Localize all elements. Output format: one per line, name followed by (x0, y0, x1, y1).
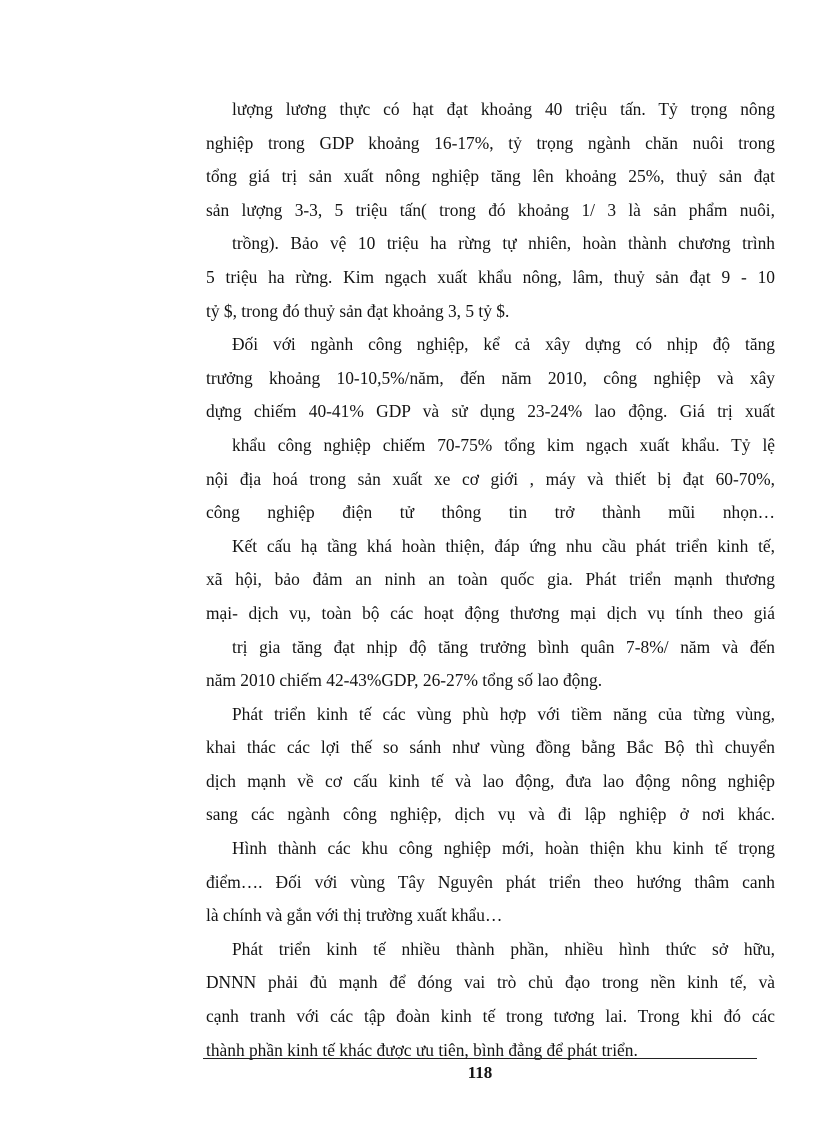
text-line: dịch mạnh về cơ cấu kinh tế và lao động, đưa lao động nông nghiệp (206, 770, 775, 791)
text-line: 5 triệu ha rừng. Kim ngạch xuất khẩu nông, lâm, thuỷ sản đạt 9 - 10 (206, 266, 775, 287)
text-line: trị gia tăng đạt nhịp độ tăng trưởng bình quân 7-8%/ năm và đến (232, 636, 775, 657)
text-line: tổng giá trị sản xuất nông nghiệp tăng lên khoảng 25%, thuỷ sản đạt (206, 166, 775, 187)
text-line: trưởng khoảng 10-10,5%/năm, đến năm 2010, công nghiệp và xây (206, 367, 775, 388)
text-line: thành phần kinh tế khác được ưu tiên, bình đẳng để phát triển. (206, 1039, 638, 1060)
text-line: khai thác các lợi thế so sánh như vùng đồng bằng Bắc Bộ thì chuyển (206, 737, 775, 758)
text-line: năm 2010 chiếm 42-43%GDP, 26-27% tổng số lao động. (206, 670, 603, 691)
text-line: công nghiệp điện tử thông tin trở thành mũi nhọn… (206, 502, 775, 523)
text-line: điểm…. Đối với vùng Tây Nguyên phát triển theo hướng thâm canh (206, 871, 775, 892)
text-line: nghiệp trong GDP khoảng 16-17%, tỷ trọng ngành chăn nuôi trong (206, 132, 775, 153)
text-line: DNNN phải đủ mạnh để đóng vai trò chủ đạo trong nền kinh tế, và (206, 972, 775, 993)
text-line: trồng). Bảo vệ 10 triệu ha rừng tự nhiên, hoàn thành chương trình (232, 233, 775, 254)
text-line: lượng lương thực có hạt đạt khoảng 40 triệu tấn. Tỷ trọng nông (232, 99, 775, 119)
text-line: Đối với ngành công nghiệp, kể cả xây dựng có nhịp độ tăng (232, 334, 775, 355)
text-line: sang các ngành công nghiệp, dịch vụ và đi lập nghiệp ở nơi khác. (206, 804, 775, 825)
footer-divider (203, 1058, 757, 1059)
text-line: là chính và gắn với thị trường xuất khẩu… (206, 905, 503, 926)
text-line: sản lượng 3-3, 5 triệu tấn( trong đó khoảng 1/ 3 là sản phẩm nuôi, (206, 199, 775, 220)
text-line: Phát triển kinh tế các vùng phù hợp với tiềm năng của từng vùng, (232, 703, 775, 724)
text-line: khẩu công nghiệp chiếm 70-75% tổng kim ngạch xuất khẩu. Tỷ lệ (232, 434, 775, 455)
text-line: cạnh tranh với các tập đoàn kinh tế trong tương lai. Trong khi đó các (206, 1006, 775, 1027)
text-line: dựng chiếm 40-41% GDP và sử dụng 23-24% lao động. Giá trị xuất (206, 401, 775, 422)
text-line: Kết cấu hạ tầng khá hoàn thiện, đáp ứng nhu cầu phát triển kinh tế, (232, 535, 775, 556)
document-body (206, 93, 775, 1067)
text-line: nội địa hoá trong sản xuất xe cơ giới , máy và thiết bị đạt 60-70%, (206, 468, 775, 489)
text-line: mại- dịch vụ, toàn bộ các hoạt động thương mại dịch vụ tính theo giá (206, 602, 775, 623)
text-line: Hình thành các khu công nghiệp mới, hoàn thiện khu kinh tế trọng (232, 838, 775, 859)
text-line: Phát triển kinh tế nhiều thành phần, nhiều hình thức sở hữu, (232, 938, 775, 959)
text-line: tỷ $, trong đó thuỷ sản đạt khoảng 3, 5 tỷ $. (206, 300, 510, 321)
text-line: xã hội, bảo đảm an ninh an toàn quốc gia. Phát triển mạnh thương (206, 569, 775, 590)
page-number: 118 (467, 1063, 493, 1082)
